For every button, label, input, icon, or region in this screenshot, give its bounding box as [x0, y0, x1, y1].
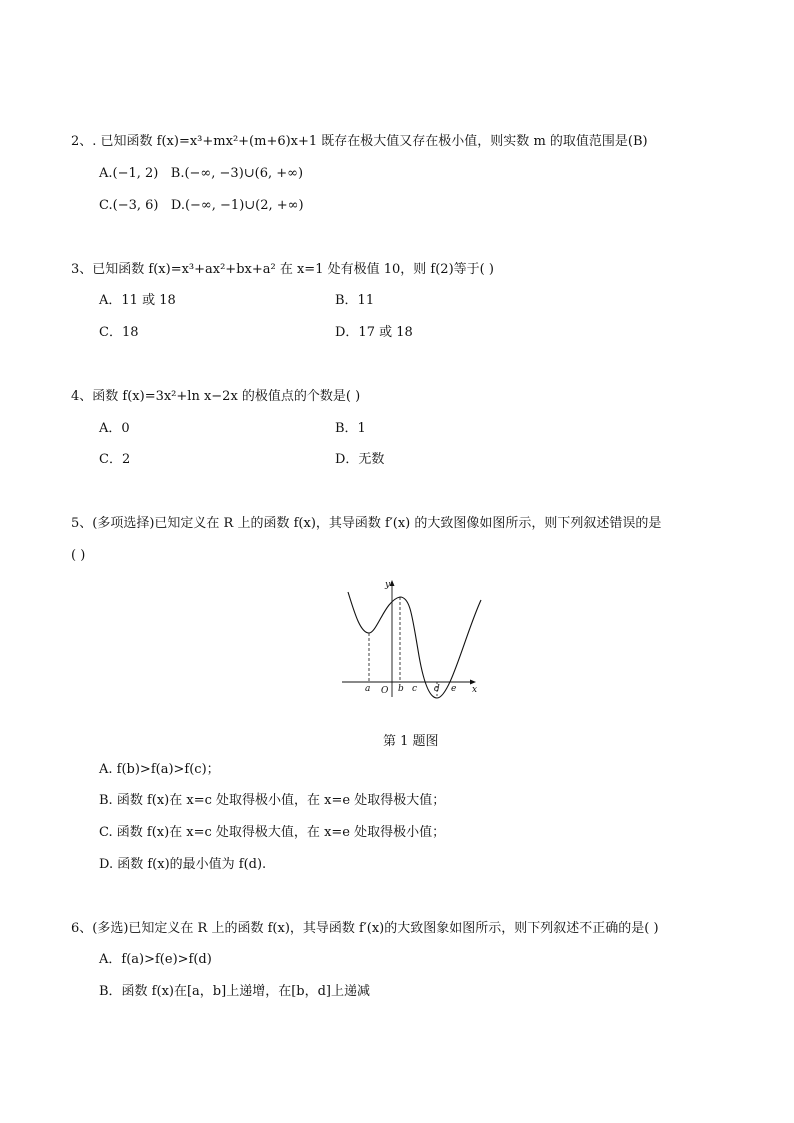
derivative-graph-figure [340, 575, 480, 700]
q2-stem: 2、. 已知函数 f(x)=x³+mx²+(m+6)x+1 既存在极大值又存在极小值，则实数 m 的取值范围是(B) [71, 134, 648, 149]
q6-option-a: A．f(a)>f(e)>f(d) [99, 952, 212, 967]
q2-option-a-text: A.(−1, 2) [99, 166, 159, 181]
x-axis-arrow [470, 680, 476, 685]
q2-option-b-text: B.(−∞, −3)∪(6, +∞) [170, 166, 304, 181]
q6-option-b: B．函数 f(x)在[a，b]上递增，在[b，d]上递减 [99, 984, 370, 999]
label-c: c [412, 684, 418, 694]
q3-option-c: C．18 [99, 325, 139, 340]
q2-option-c-text: C.(−3, 6) [99, 198, 159, 213]
label-y: y [385, 580, 391, 590]
q3-stem: 3、已知函数 f(x)=x³+ax²+bx+a² 在 x=1 处有极值 10，则 f(2)等于( ) [71, 262, 494, 277]
q4-option-c: C．2 [99, 452, 131, 467]
label-b: b [398, 684, 404, 694]
q4-option-d: D．无数 [335, 452, 385, 467]
label-e: e [451, 684, 457, 694]
q2-option-a [99, 166, 303, 182]
q3-option-d: D．17 或 18 [335, 325, 413, 340]
q3-option-a: A．11 或 18 [99, 293, 176, 308]
label-origin: O [381, 686, 389, 696]
label-d: d [434, 684, 440, 694]
label-x: x [472, 685, 478, 695]
q2-option-d-text: D.(−∞, −1)∪(2, +∞) [170, 198, 304, 213]
figure-caption: 第 1 题图 [383, 734, 439, 749]
q5-option-a: A. f(b)>f(a)>f(c)； [99, 762, 220, 777]
label-a: a [365, 684, 371, 694]
q5-stem-continuation: ( ) [71, 548, 86, 563]
q3-option-b: B．11 [335, 293, 375, 308]
q4-option-b: B．1 [335, 421, 366, 436]
y-axis-arrow [390, 580, 395, 586]
q6-stem: 6、(多选)已知定义在 R 上的函数 f(x)，其导函数 f′(x)的大致图象如图所示，则下列叙述不正确的是( ) [71, 921, 659, 936]
q4-option-a: A．0 [99, 421, 130, 436]
q2-option-c [99, 198, 304, 214]
q5-option-d: D. 函数 f(x)的最小值为 f(d). [99, 857, 267, 872]
q5-option-c: C. 函数 f(x)在 x=c 处取得极大值，在 x=e 处取得极小值； [99, 825, 446, 840]
q5-stem: 5、(多项选择)已知定义在 R 上的函数 f(x)，其导函数 f′(x) 的大致图像如图所示，则下列叙述错误的是 [71, 516, 662, 531]
q4-stem: 4、函数 f(x)=3x²+ln x−2x 的极值点的个数是( ) [71, 389, 361, 404]
q5-option-b: B. 函数 f(x)在 x=c 处取得极小值，在 x=e 处取得极大值； [99, 793, 446, 808]
